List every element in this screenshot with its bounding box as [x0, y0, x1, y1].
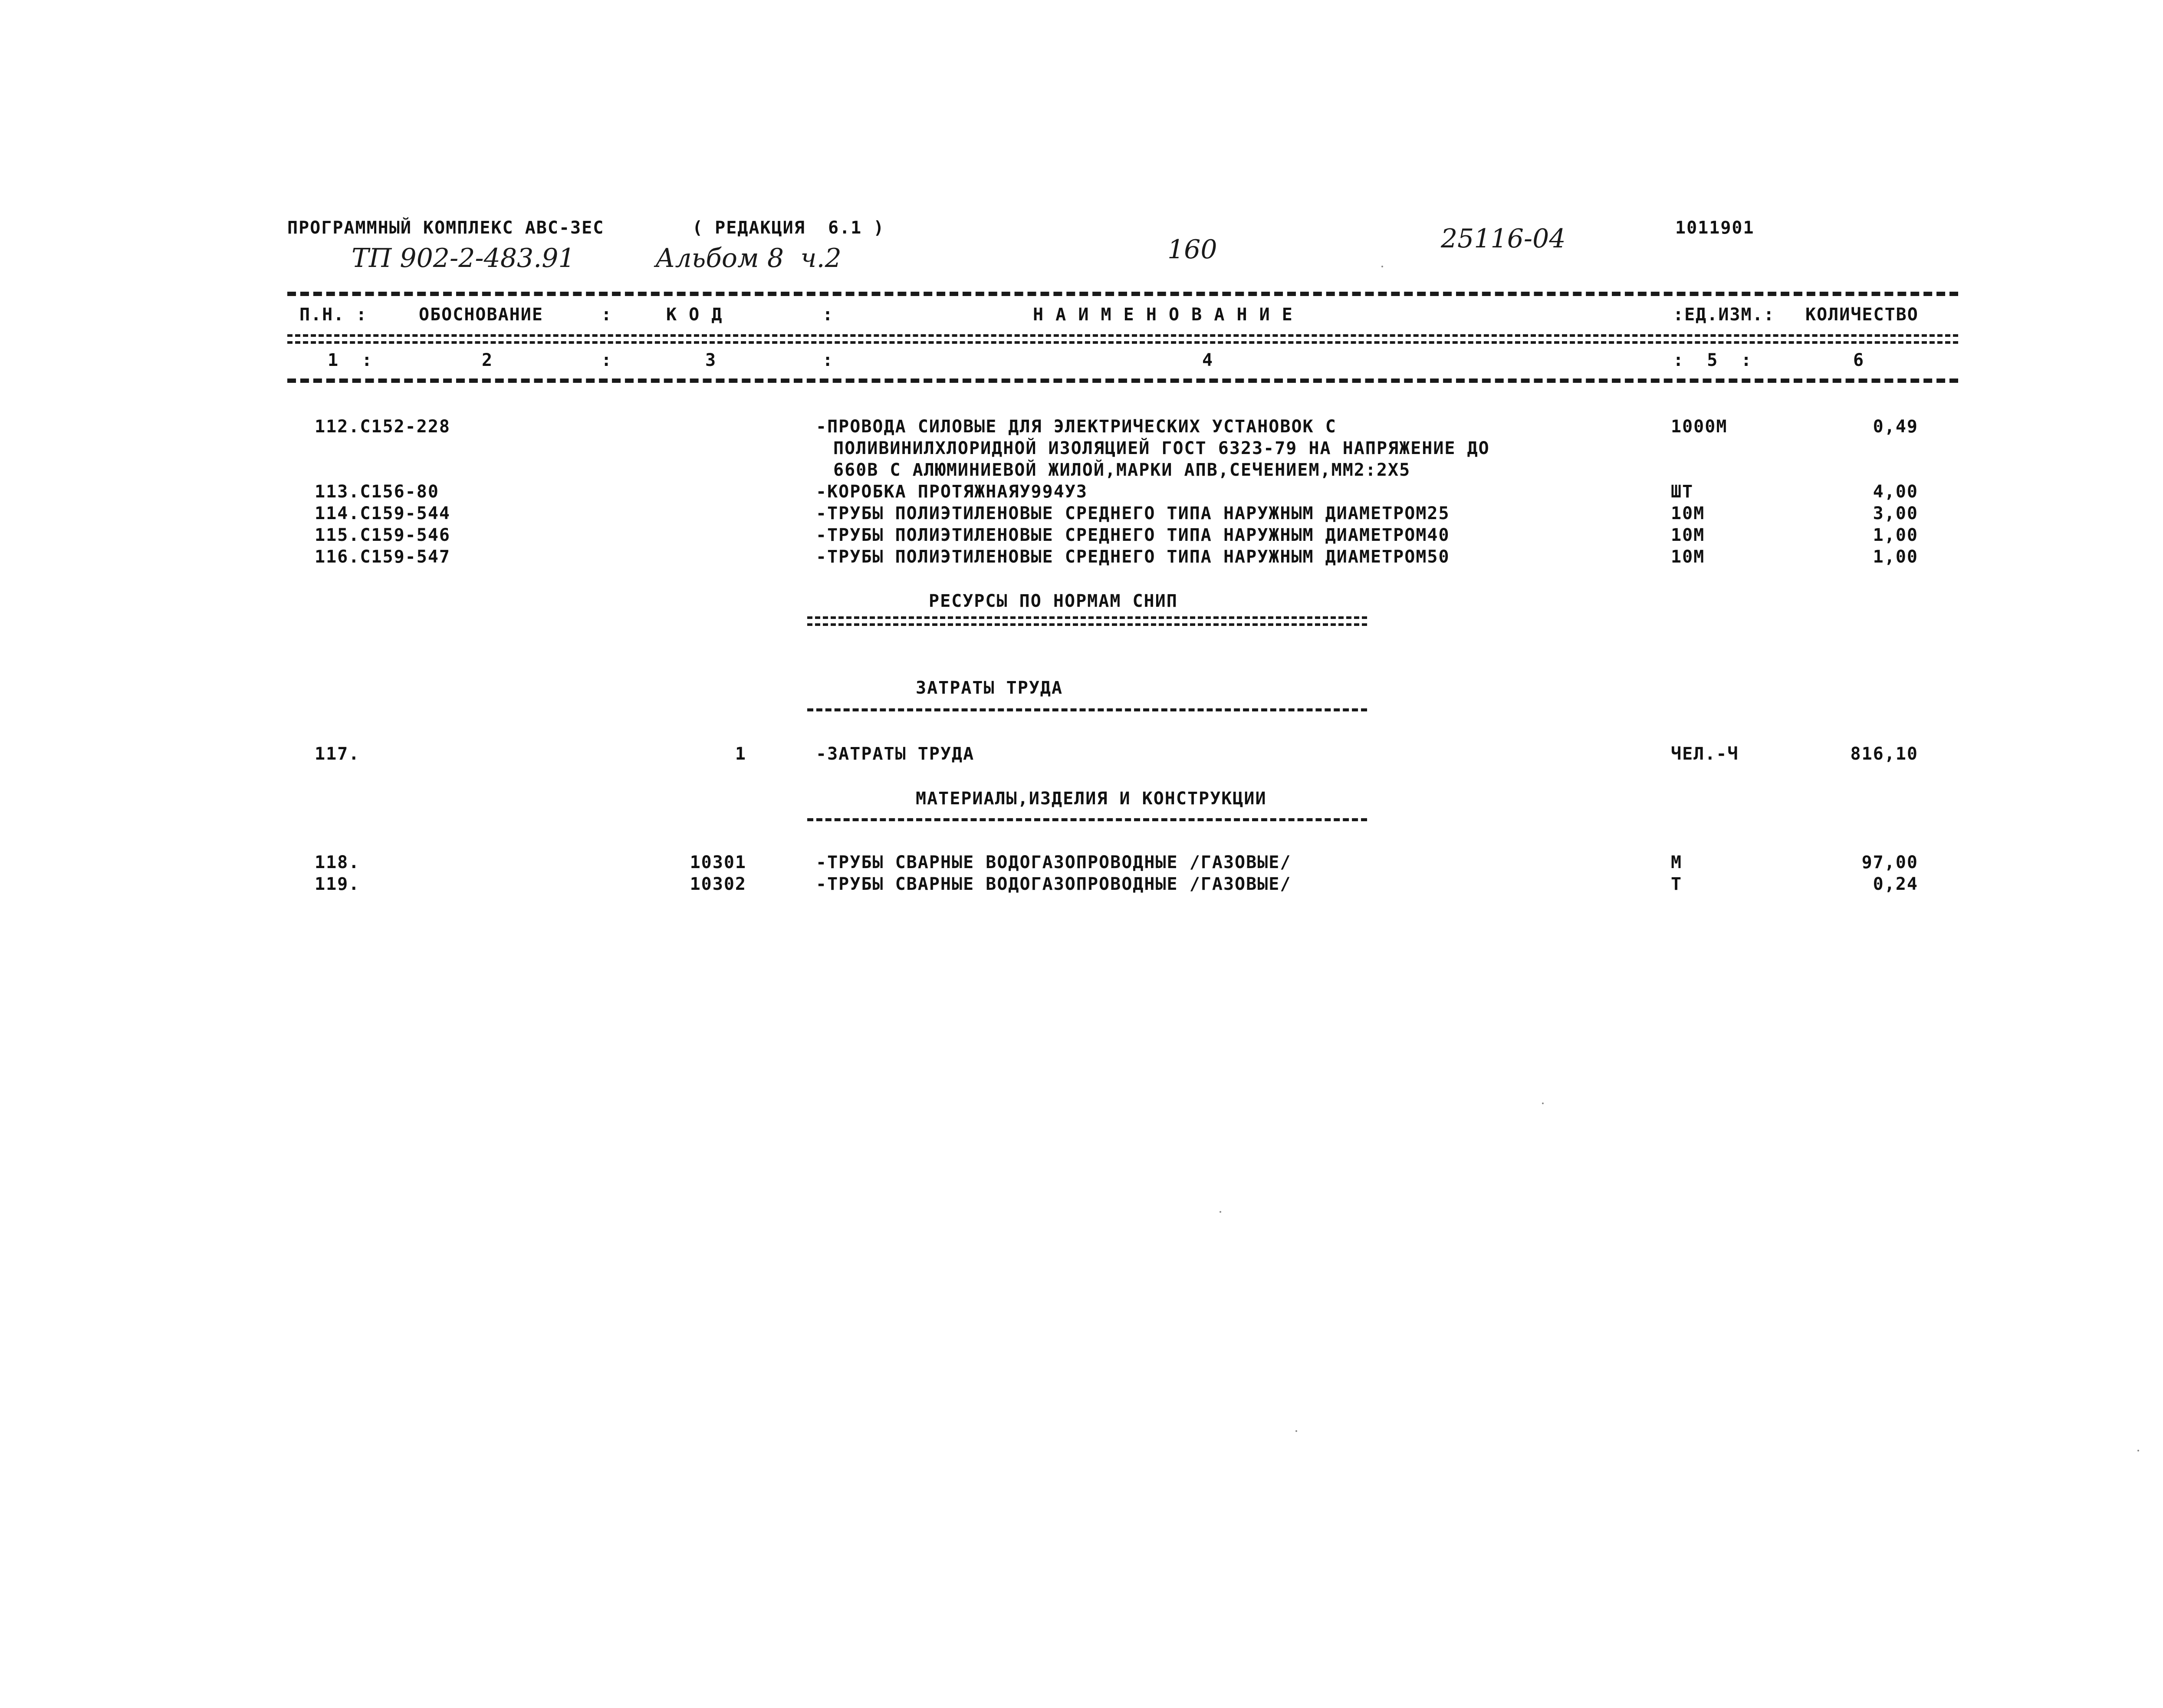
row-114-unit: 10М [1671, 504, 1705, 523]
row-113-pn: 113.С156-80 [315, 482, 439, 502]
row-118-pn: 118. [315, 852, 360, 872]
row-119-unit: Т [1671, 874, 1683, 894]
row-114-pn: 114.С159-544 [315, 504, 450, 523]
section-labor-underline [807, 708, 1367, 711]
section-resources-underline [807, 616, 1367, 626]
row-117-name: -ЗАТРАТЫ ТРУДА [816, 744, 975, 764]
scan-speck [1542, 1102, 1544, 1104]
row-113-qty: 4,00 [1873, 482, 1918, 502]
row-113-name: -КОРОБКА ПРОТЯЖНАЯУ994У3 [816, 482, 1088, 502]
row-116-qty: 1,00 [1873, 547, 1918, 567]
row-115-name: -ТРУБЫ ПОЛИЭТИЛЕНОВЫЕ СРЕДНЕГО ТИПА НАРУЖНЫМ ДИАМЕТРОМ40 [816, 525, 1450, 545]
row-112-unit: 1000М [1671, 417, 1728, 437]
column-number-5: : 5 : [1673, 350, 1752, 370]
row-112-name: -ПРОВОДА СИЛОВЫЕ ДЛЯ ЭЛЕКТРИЧЕСКИХ УСТАНОВОК С [816, 417, 1337, 437]
column-number-6: 6 [1853, 350, 1865, 370]
row-114-qty: 3,00 [1873, 504, 1918, 523]
section-resources-title: РЕСУРСЫ ПО НОРМАМ СНИП [929, 591, 1178, 611]
row-119-pn: 119. [315, 874, 360, 894]
row-115-qty: 1,00 [1873, 525, 1918, 545]
column-basis-header: ОБОСНОВАНИЕ [419, 305, 543, 325]
column-qty-header: КОЛИЧЕСТВО [1805, 305, 1919, 325]
row-112-qty: 0,49 [1873, 417, 1918, 437]
column-separator: : [822, 305, 834, 325]
edition-label: ( РЕДАКЦИЯ 6.1 ) [692, 218, 885, 238]
column-code-header: К О Д [666, 305, 723, 325]
row-116-name: -ТРУБЫ ПОЛИЭТИЛЕНОВЫЕ СРЕДНЕГО ТИПА НАРУЖНЫМ ДИАМЕТРОМ50 [816, 547, 1450, 567]
row-112-name-line3: 660В С АЛЮМИНИЕВОЙ ЖИЛОЙ,МАРКИ АПВ,СЕЧЕНИЕМ,ММ2:2Х5 [833, 460, 1411, 480]
column-separator: : [601, 305, 613, 325]
handwritten-doc-number: 25116-04 [1441, 224, 1566, 254]
section-materials-underline [807, 818, 1367, 821]
row-116-pn: 116.С159-547 [315, 547, 450, 567]
column-number-4: 4 [1202, 350, 1214, 370]
row-115-unit: 10М [1671, 525, 1705, 545]
row-118-name: -ТРУБЫ СВАРНЫЕ ВОДОГАЗОПРОВОДНЫЕ /ГАЗОВЫЕ/ [816, 852, 1292, 872]
row-114-name: -ТРУБЫ ПОЛИЭТИЛЕНОВЫЕ СРЕДНЕГО ТИПА НАРУЖНЫМ ДИАМЕТРОМ25 [816, 504, 1450, 523]
scan-speck [1295, 1430, 1297, 1432]
row-119-name: -ТРУБЫ СВАРНЫЕ ВОДОГАЗОПРОВОДНЫЕ /ГАЗОВЫЕ/ [816, 874, 1292, 894]
program-title: ПРОГРАММНЫЙ КОМПЛЕКС АВС-3ЕС [287, 218, 605, 238]
column-number-2: 2 [482, 350, 493, 370]
handwritten-page-number: 160 [1167, 234, 1217, 265]
column-separator: : [822, 350, 834, 370]
row-115-pn: 115.С159-546 [315, 525, 450, 545]
header-middle-rule [287, 334, 1958, 344]
column-separator: : [601, 350, 613, 370]
row-112-name-line2: ПОЛИВИНИЛХЛОРИДНОЙ ИЗОЛЯЦИЕЙ ГОСТ 6323-79 НА НАПРЯЖЕНИЕ ДО [833, 438, 1490, 458]
scan-speck [2137, 1450, 2139, 1451]
row-112-pn: 112.С152-228 [315, 417, 450, 437]
row-113-unit: ШТ [1671, 482, 1694, 502]
row-118-unit: М [1671, 852, 1683, 872]
handwritten-album: Альбом 8 ч.2 [655, 243, 842, 273]
column-name-header: Н А И М Е Н О В А Н И Е [1033, 305, 1293, 325]
column-number-1: 1 : [328, 350, 373, 370]
section-labor-title: ЗАТРАТЫ ТРУДА [916, 678, 1063, 698]
row-116-unit: 10М [1671, 547, 1705, 567]
scan-speck [1220, 1211, 1221, 1213]
row-118-qty: 97,00 [1861, 852, 1918, 872]
row-117-pn: 117. [315, 744, 360, 764]
column-unit-header: :ЕД.ИЗМ.: [1673, 305, 1775, 325]
handwritten-project-number: ТП 902-2-483.91 [352, 243, 575, 273]
section-materials-title: МАТЕРИАЛЫ,ИЗДЕЛИЯ И КОНСТРУКЦИИ [916, 789, 1267, 809]
column-pn-header: П.Н. : [299, 305, 368, 325]
row-119-qty: 0,24 [1873, 874, 1918, 894]
document-code: 1011901 [1675, 218, 1755, 238]
row-117-unit: ЧЕЛ.-Ч [1671, 744, 1739, 764]
row-119-code: 10302 [690, 874, 746, 894]
scan-speck [1381, 266, 1383, 267]
column-number-3: 3 [705, 350, 717, 370]
header-top-rule [287, 292, 1958, 296]
row-118-code: 10301 [690, 852, 746, 872]
row-117-qty: 816,10 [1850, 744, 1918, 764]
row-117-code: 1 [735, 744, 746, 764]
header-bottom-rule [287, 378, 1958, 383]
